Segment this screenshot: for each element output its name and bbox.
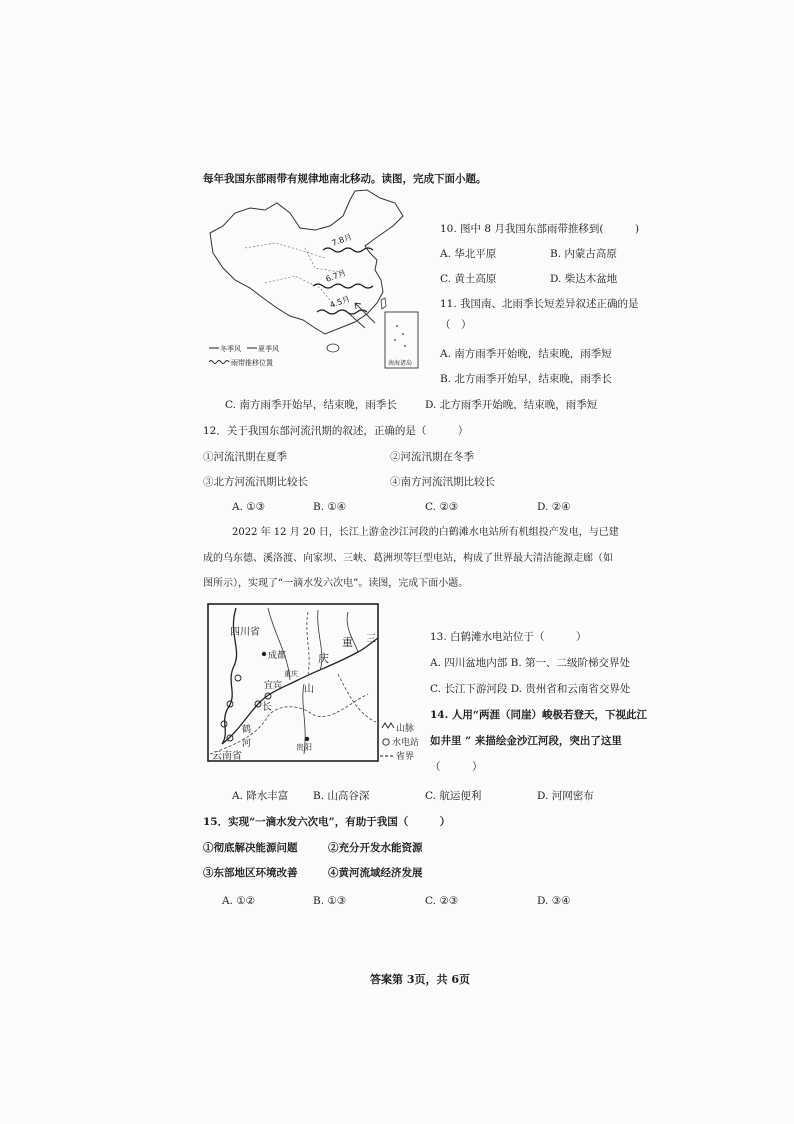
- q12-option-d: D. ②④: [537, 501, 571, 513]
- label-qing: 庆: [318, 652, 329, 665]
- q13-options-cd: [430, 682, 630, 696]
- guiyang-dot: [305, 737, 309, 741]
- q15-option-c: C. ②③: [425, 895, 459, 907]
- legend-station-icon: [383, 739, 389, 745]
- q10-option-b: B. 内蒙古高原: [550, 248, 617, 260]
- q15-statement-2: ②充分开发水能资源: [328, 842, 423, 854]
- rainbelt-line-3: [317, 310, 367, 314]
- intro-text: 每年我国东部雨带有规律地南北移动。读图，完成下面小题。: [203, 173, 487, 185]
- label-chong: 重: [342, 636, 353, 649]
- q13-option-b: B. 第一、二级阶梯交界处: [510, 657, 631, 669]
- q15-stem: 15．实现“一滴水发六次电”，有助于我国（ ）: [203, 816, 451, 828]
- q15-option-d: D. ③④: [537, 895, 571, 907]
- label-yibin: 宜宾: [264, 681, 283, 691]
- legend-border: 省界: [396, 752, 415, 762]
- q14-stem-line-1: 14. 人用“两涯（同崖）峻极若登天，下视此江: [430, 709, 647, 721]
- q12-stem: 12．关于我国东部河流汛期的叙述，正确的是（ ）: [203, 425, 469, 437]
- label-sichuan: 四川省: [230, 627, 260, 638]
- china-rainbelt-map: [205, 188, 420, 378]
- label-he-2: 河: [242, 739, 252, 749]
- q12-statement-2: ②河流汛期在冬季: [390, 451, 474, 463]
- china-outline: [210, 190, 403, 334]
- rainbelt-label-2: 6.7月: [324, 268, 348, 284]
- q14-option-b: B. 山高谷深: [313, 790, 370, 802]
- q10-option-c: C. 黄土高原: [440, 273, 497, 285]
- legend-station: 水电站: [392, 738, 420, 748]
- passage-line-1: 2022 年 12 月 20 日，长江上游金沙江河段的白鹤滩水电站所有机组投产发电，与已建: [232, 527, 619, 538]
- q11-stem: 11. 我国南、北雨季长短差异叙述正确的是: [440, 298, 639, 310]
- taiwan-island: [381, 298, 386, 309]
- q11-option-b: B. 北方雨季开始早，结束晚，雨季长: [440, 373, 612, 385]
- q10-stem: 10. 图中 8 月我国东部雨带推移到( ): [440, 223, 640, 235]
- q14-paren: （ ）: [430, 761, 483, 773]
- legend-summer-monsoon: 夏季风: [258, 345, 279, 353]
- q13-option-d: D. 贵州省和云南省交界处: [510, 683, 631, 695]
- passage-line-3: 图所示），实现了“一滴水发六次电”。读图，完成下面小题。: [203, 578, 469, 589]
- q14-stem-line-2: 如井里 ” 来描绘金沙江河段，突出了这里: [430, 735, 622, 747]
- q15-option-a: A. ①②: [222, 895, 256, 907]
- q12-statement-1: ①河流汛期在夏季: [203, 451, 287, 463]
- legend-mountain-icon: [382, 723, 394, 728]
- label-yunnan: 云南省: [212, 751, 242, 762]
- legend-mountain: 山脉: [396, 724, 415, 734]
- label-chongqing: 重庆: [284, 670, 298, 678]
- page-footer: 答案第 3页，共 6页: [370, 973, 470, 986]
- rainbelt-label-3: 4.5月: [328, 294, 352, 310]
- q11-option-d: D. 北方雨季开始晚，结束晚，雨季短: [425, 399, 598, 411]
- q10-option-a: A. 华北平原: [440, 248, 497, 260]
- label-chang: 长: [262, 702, 272, 713]
- q14-option-c: C. 航运便利: [425, 790, 482, 802]
- q12-option-b: B. ①④: [313, 501, 347, 513]
- q11-option-a: A. 南方雨季开始晚，结束晚，雨季短: [440, 348, 612, 360]
- q12-option-a: A. ①③: [232, 501, 266, 513]
- hydropower-corridor-map: [208, 604, 423, 764]
- q13-stem: 13. 白鹤滩水电站位于（ ）: [430, 631, 587, 643]
- q11-option-c: C. 南方雨季开始早，结束晚，雨季长: [225, 399, 397, 411]
- q12-statement-3: ③北方河流汛期比较长: [203, 476, 308, 488]
- inset-label: 南海诸岛: [388, 360, 413, 367]
- q14-option-a: A. 降水丰富: [232, 790, 289, 802]
- q13-options-ab: [430, 656, 630, 670]
- q13-option-a: A. 四川盆地内部: [430, 657, 508, 669]
- q11-paren: （ ）: [440, 319, 472, 331]
- q15-statement-4: ④黄河流域经济发展: [328, 867, 423, 879]
- rainbelt-line-2: [313, 284, 373, 288]
- label-guiyang: 贵阳: [296, 743, 312, 752]
- rainbelt-line-1: [323, 248, 373, 252]
- q15-statement-3: ③东部地区环境改善: [203, 867, 298, 879]
- label-he-1: 鹤: [242, 725, 252, 735]
- chengdu-dot: [262, 652, 266, 656]
- passage-line-2: 成的乌东德、溪洛渡、向家坝、三峡、葛洲坝等巨型电站，构成了世界最大清洁能源走廊（如: [203, 553, 613, 564]
- q13-option-c: C. 长江下游河段: [430, 683, 508, 695]
- legend-winter-monsoon: 冬季风: [220, 345, 241, 353]
- label-chengdu: 成都: [268, 651, 287, 661]
- label-san: 三: [366, 634, 376, 645]
- rainbelt-label-1: 7.8月: [330, 232, 354, 248]
- legend-rainbelt: 雨带推移位置: [231, 359, 273, 367]
- q15-statement-1: ①彻底解决能源问题: [203, 842, 298, 854]
- q14-option-d: D. 河网密布: [537, 790, 594, 802]
- q15-option-b: B. ①③: [313, 895, 347, 907]
- q12-option-c: C. ②③: [425, 501, 459, 513]
- label-shan: 山: [304, 684, 314, 695]
- hainan-island: [327, 344, 339, 352]
- q10-option-d: D. 柴达木盆地: [550, 273, 618, 285]
- q12-statement-4: ④南方河流汛期比较长: [390, 476, 495, 488]
